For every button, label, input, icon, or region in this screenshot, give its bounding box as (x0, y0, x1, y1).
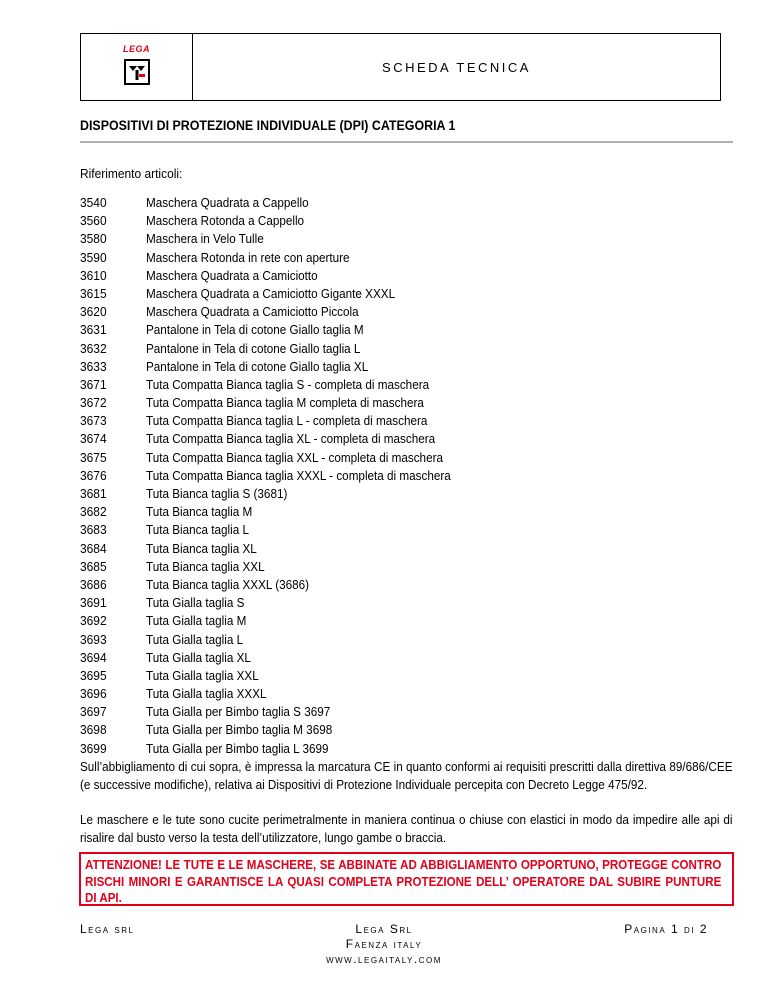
article-row (80, 685, 485, 703)
article-description: Tuta Compatta Bianca taglia XXL - completa di maschera (146, 449, 443, 465)
article-code: 3540 (80, 195, 107, 210)
lega-logo-icon (124, 59, 150, 85)
heading-divider (80, 141, 733, 143)
article-row (80, 230, 485, 248)
article-code: 3684 (80, 540, 107, 556)
article-code: 3686 (80, 576, 107, 592)
article-row (80, 376, 485, 394)
article-row (80, 612, 485, 630)
article-code: 3615 (80, 285, 107, 301)
article-row (80, 594, 485, 612)
article-code: 3675 (80, 449, 107, 465)
article-row (80, 449, 485, 467)
article-row (80, 285, 485, 303)
article-code: 3692 (80, 613, 107, 629)
article-row (80, 430, 485, 448)
article-description: Maschera in Velo Tulle (146, 231, 264, 247)
article-description: Tuta Gialla per Bimbo taglia M 3698 (146, 722, 333, 738)
article-code: 3699 (80, 740, 107, 756)
article-code: 3620 (80, 304, 107, 320)
article-row (80, 321, 485, 339)
article-row (80, 721, 485, 739)
article-code: 3682 (80, 504, 107, 520)
article-row (80, 740, 485, 758)
article-row (80, 667, 485, 685)
article-row (80, 194, 485, 212)
article-code: 3693 (80, 631, 107, 647)
article-description: Tuta Gialla taglia M (146, 613, 247, 629)
article-code: 3580 (80, 231, 107, 247)
document-title: SCHEDA TECNICA (382, 59, 531, 75)
article-description: Maschera Quadrata a Camiciotto Piccola (146, 304, 359, 320)
article-code: 3676 (80, 467, 107, 483)
article-code: 3691 (80, 595, 107, 611)
article-description: Tuta Bianca taglia XXL (146, 558, 265, 574)
article-description: Maschera Quadrata a Camiciotto (146, 267, 318, 283)
article-code: 3674 (80, 431, 107, 447)
article-description: Tuta Compatta Bianca taglia S - completa di maschera (146, 376, 430, 392)
article-row (80, 412, 485, 430)
article-code: 3698 (80, 722, 107, 738)
article-description: Pantalone in Tela di cotone Giallo taglia M (146, 322, 364, 338)
seams-paragraph (80, 811, 733, 846)
article-description: Tuta Gialla taglia L (146, 631, 244, 647)
article-code: 3681 (80, 486, 107, 501)
article-description: Maschera Quadrata a Cappello (146, 195, 309, 210)
article-description: Tuta Bianca taglia S (3681) (146, 486, 288, 501)
article-code: 3694 (80, 649, 107, 665)
article-description: Tuta Gialla taglia XXL (146, 667, 259, 683)
article-code: 3696 (80, 686, 107, 702)
section-heading: DISPOSITIVI DI PROTEZIONE INDIVIDUALE (DPI) CATEGORIA 1 (80, 118, 456, 133)
article-description: Pantalone in Tela di cotone Giallo taglia XL (146, 358, 369, 374)
article-code: 3632 (80, 340, 107, 356)
footer-city: Faenza italy (345, 937, 423, 951)
article-code: 3610 (80, 267, 107, 283)
article-description: Maschera Quadrata a Camiciotto Gigante XXXL (146, 285, 396, 301)
article-code: 3695 (80, 667, 107, 683)
article-row (80, 340, 485, 358)
article-code: 3673 (80, 413, 107, 429)
article-description: Tuta Gialla taglia S (146, 595, 245, 611)
article-row (80, 303, 485, 321)
header-box (80, 33, 721, 101)
article-row (80, 649, 485, 667)
warning-text: ATTENZIONE! LE TUTE E LE MASCHERE, SE ABBINATE AD ABBIGLIAMENTO OPPORTUNO, PROTEGGE CONTRO RISCHI MINORI E GARANTISCE LA QUASI COMPLETA PROTEZIONE DELL’ OPERATORE DAL SUBIRE PUNTURE DI API. (85, 857, 722, 905)
logo-wordmark: LEGA (122, 44, 150, 54)
article-description: Tuta Gialla taglia XL (146, 649, 251, 665)
article-row (80, 521, 485, 539)
article-code: 3697 (80, 704, 107, 720)
article-description: Maschera Rotonda in rete con aperture (146, 249, 350, 265)
article-code: 3631 (80, 322, 107, 338)
reference-label: Riferimento articoli: (80, 166, 183, 181)
article-description: Tuta Gialla per Bimbo taglia S 3697 (146, 704, 331, 720)
article-row (80, 503, 485, 521)
article-row (80, 358, 485, 376)
article-row (80, 467, 485, 485)
seams-text: Le maschere e le tute sono cucite perimetralmente in maniera continua o chiuse con elastici in modo da impedire alle api di risalire dal busto verso la testa dell’utilizzatore, lungo gambe o braccia. (80, 812, 733, 845)
article-row (80, 540, 485, 558)
article-description: Tuta Bianca taglia L (146, 522, 249, 538)
article-code: 3590 (80, 249, 107, 265)
article-row (80, 558, 485, 576)
article-row (80, 576, 485, 594)
warning-box (79, 852, 734, 906)
article-description: Tuta Bianca taglia XXXL (3686) (146, 576, 310, 592)
article-description: Tuta Compatta Bianca taglia L - completa di maschera (146, 413, 428, 429)
article-row (80, 394, 485, 412)
ce-marking-text: Sull’abbigliamento di cui sopra, è impressa la marcatura CE in quanto conformi ai requisiti prescritti dalla direttiva 89/686/CEE (e successive modifiche), relativa ai Dispositivi di Protezione Individuale percepita con Decreto Legge 475/92. (80, 759, 733, 792)
article-description: Tuta Bianca taglia M (146, 504, 253, 520)
article-description: Tuta Gialla taglia XXXL (146, 686, 267, 702)
footer-company-name: Lega Srl (355, 922, 413, 936)
article-description: Tuta Compatta Bianca taglia XL - completa di maschera (146, 431, 436, 447)
footer-website: www.legaitaly.com (326, 952, 442, 966)
article-description: Tuta Gialla per Bimbo taglia L 3699 (146, 740, 329, 756)
footer-company: Lega srl (80, 922, 135, 936)
article-code: 3633 (80, 358, 107, 374)
article-row (80, 485, 485, 503)
article-row (80, 703, 485, 721)
ce-marking-paragraph (80, 758, 733, 793)
article-row (80, 267, 485, 285)
article-description: Tuta Compatta Bianca taglia M completa di maschera (146, 395, 424, 411)
article-row (80, 212, 485, 230)
article-code: 3672 (80, 395, 107, 411)
article-list (80, 194, 485, 758)
title-cell (193, 34, 720, 100)
article-description: Maschera Rotonda a Cappello (146, 213, 305, 229)
article-code: 3671 (80, 376, 107, 392)
article-description: Tuta Bianca taglia XL (146, 540, 257, 556)
logo-cell (81, 34, 193, 100)
article-description: Pantalone in Tela di cotone Giallo taglia L (146, 340, 361, 356)
article-code: 3560 (80, 213, 107, 229)
article-description: Tuta Compatta Bianca taglia XXXL - completa di maschera (146, 467, 451, 483)
article-row (80, 249, 485, 267)
article-code: 3685 (80, 558, 107, 574)
article-row (80, 631, 485, 649)
page-number: Pagina 1 di 2 (624, 922, 708, 936)
article-code: 3683 (80, 522, 107, 538)
